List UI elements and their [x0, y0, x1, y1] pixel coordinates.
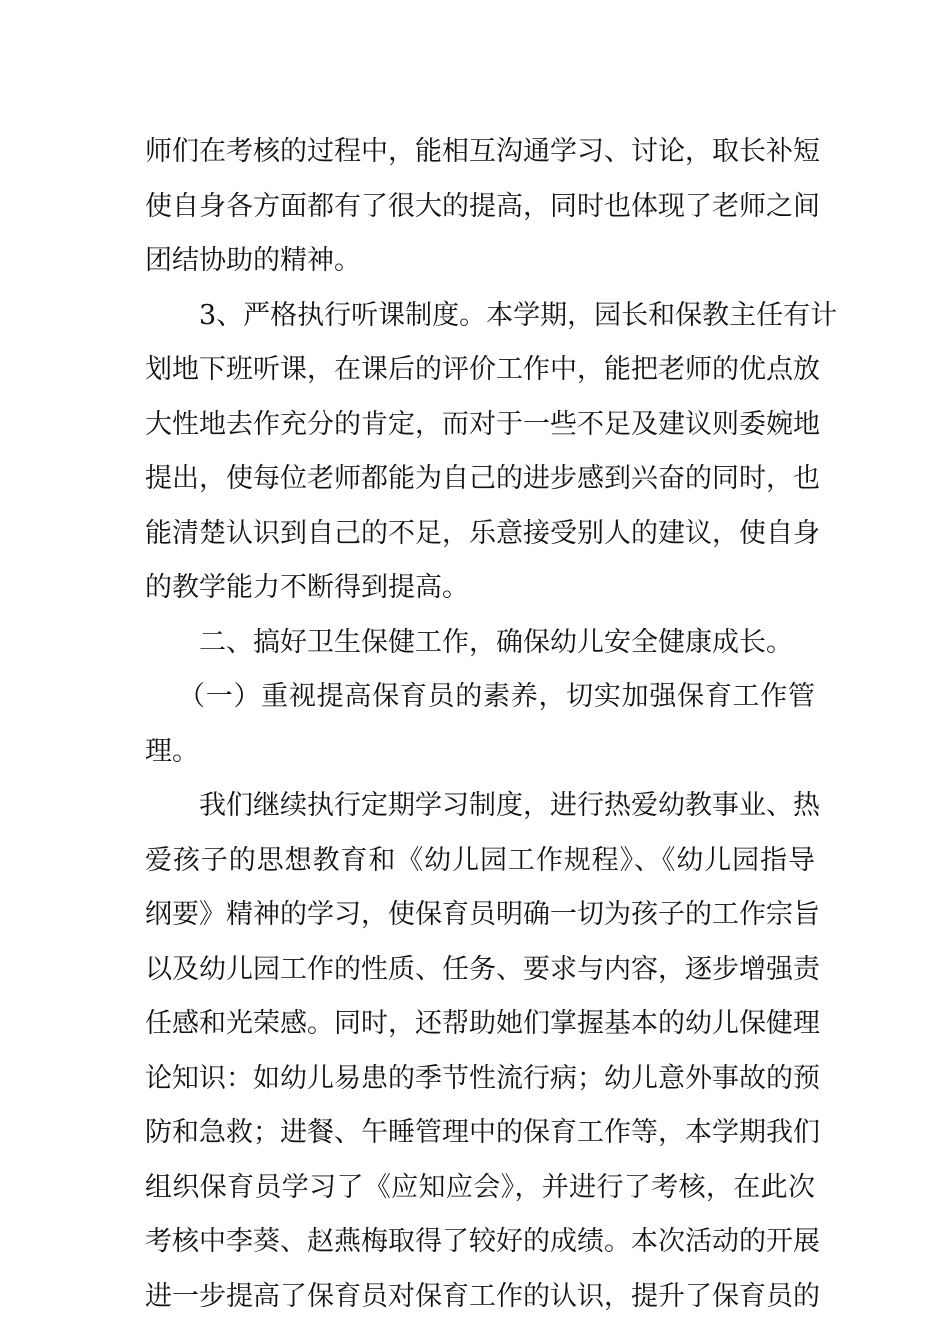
text-line: 大性地去作充分的肯定，而对于一些不足及建议则委婉地: [145, 408, 820, 440]
text-line: 理。: [145, 735, 199, 767]
text-line: 组织保育员学习了《应知应会》，并进行了考核，在此次: [145, 1171, 815, 1203]
text-line: 的教学能力不断得到提高。: [145, 572, 469, 603]
text-line: 提出，使每位老师都能为自己的进步感到兴奋的同时，也: [145, 463, 820, 494]
text-line: 我们继续执行定期学习制度，进行热爱幼教事业、热: [199, 790, 820, 821]
text-line: 师们在考核的过程中，能相互沟通学习、讨论，取长补短: [145, 136, 820, 167]
text-line: 能清楚认识到自己的不足，乐意接受别人的建议，使自身: [145, 517, 820, 549]
text-line: 防和急救；进餐、午睡管理中的保育工作等，本学期我们: [145, 1117, 820, 1148]
text-line: 论知识：如幼儿易患的季节性流行病；幼儿意外事故的预: [145, 1062, 820, 1094]
text-line: 以及幼儿园工作的性质、任务、要求与内容，逐步增强责: [145, 953, 820, 985]
subsection-heading: （一）重视提高保育员的素养，切实加强保育工作管: [178, 681, 815, 712]
text-line: 纲要》精神的学习，使保育员明确一切为孩子的工作宗旨: [145, 899, 820, 930]
text-line: 任感和光荣感。同时，还帮助她们掌握基本的幼儿保健理: [145, 1008, 820, 1039]
text-line: 使自身各方面都有了很大的提高，同时也体现了老师之间: [145, 190, 820, 222]
text-line: 团结协助的精神。: [145, 245, 361, 276]
text-line: 进一步提高了保育员对保育工作的认识，提升了保育员的: [145, 1280, 820, 1312]
text-line: 划地下班听课，在课后的评价工作中，能把老师的优点放: [145, 354, 820, 385]
text-line: 考核中李葵、赵燕梅取得了较好的成绩。本次活动的开展: [145, 1226, 820, 1257]
text-line: 3、严格执行听课制度。本学期，园长和保教主任有计: [199, 299, 838, 331]
text-line: 爱孩子的思想教育和《幼儿园工作规程》、《幼儿园指导: [145, 844, 815, 876]
document-body: [145, 125, 838, 1324]
section-heading: 二、搞好卫生保健工作，确保幼儿安全健康成长。: [199, 626, 793, 658]
